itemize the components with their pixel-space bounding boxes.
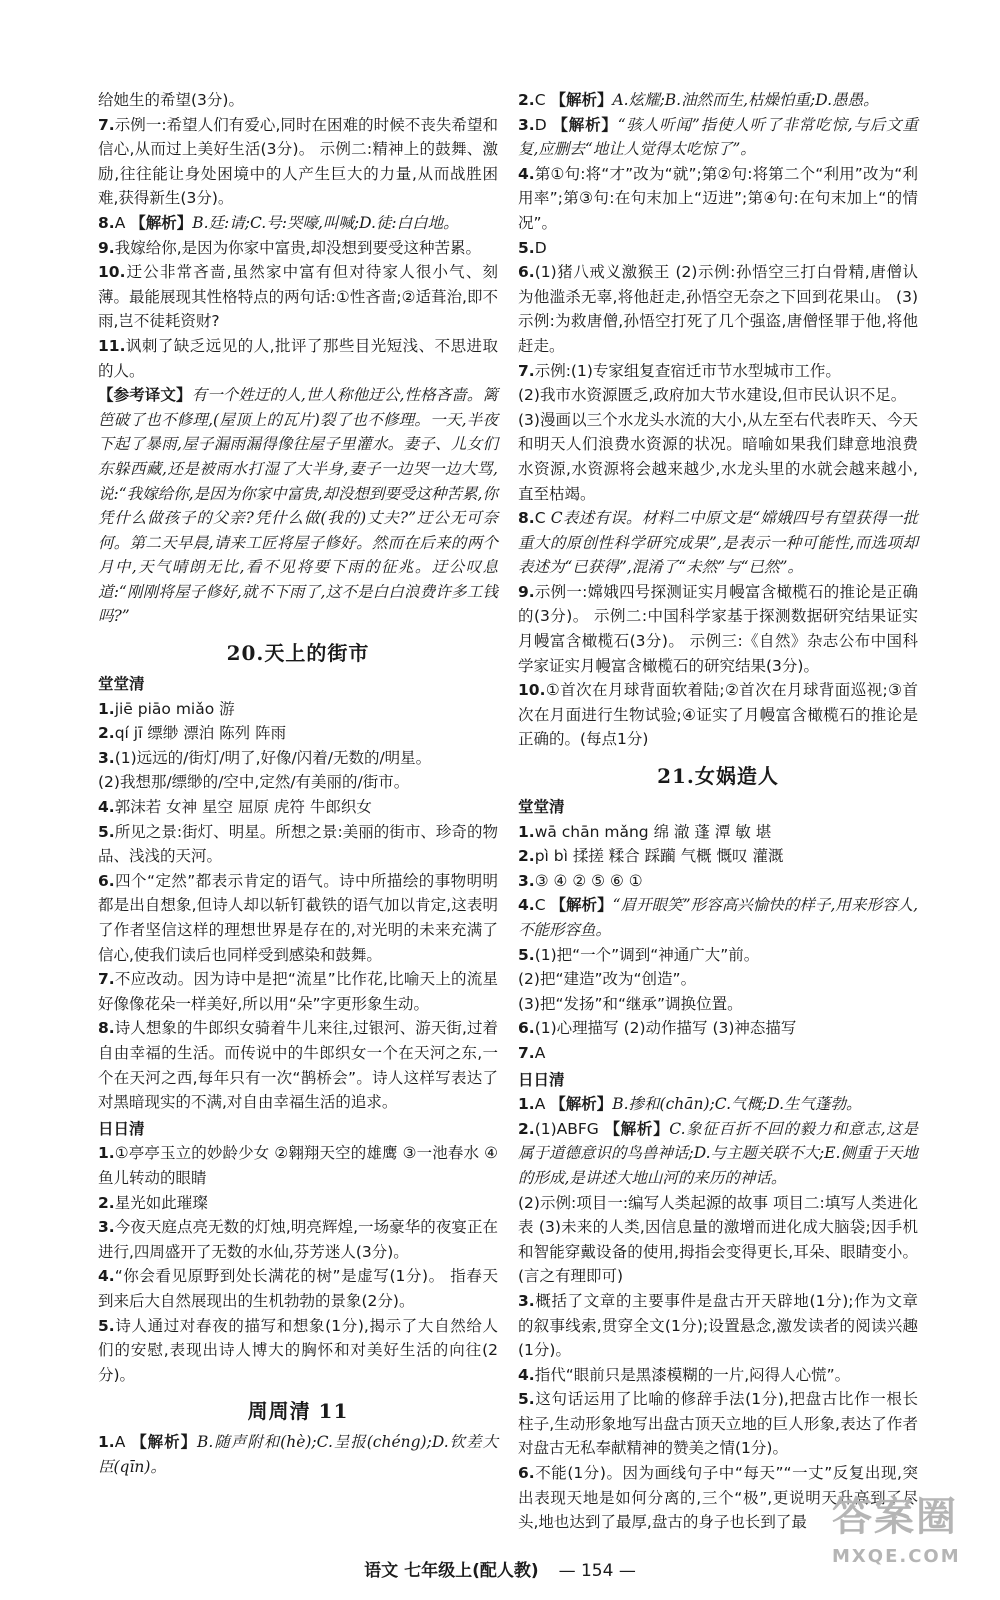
page-number: — 154 — [558,1561,636,1581]
item-text: (3)漫画以三个水龙头水流的大小,从左至右代表昨天、今天和明天人们浪费水资源的状况。暗喻如果我们肆意地浪费水资源,水资源将会越来越少,水龙头里的水就会越来越小,直至枯竭。 [518,410,918,503]
answer-item [518,943,918,968]
item-number: 1. [518,822,535,841]
right-column [518,88,918,1535]
item-text: (1)猪八戒义激猴王 (2)示例:孙悟空三打白骨精,唐僧认为他滥杀无辜,将他赶走,孙悟空无奈之下回到花果山。 (3)示例:为救唐僧,孙悟空打死了几个强盗,唐僧怪罪于他,将他赶走。 [518,263,918,355]
item-number: 2. [98,724,115,743]
watermark [832,1494,982,1594]
item-text: C [534,896,551,915]
item-number: 3. [518,871,535,890]
answer-item [98,820,498,869]
item-text: (1)ABFG [534,1119,605,1138]
item-number: 8. [98,213,115,232]
item-text: A [534,1095,551,1114]
item-text: “你会看见原野到处长满花的树”是虚写(1分)。 指春天到来后大自然展现出的生机勃勃的景象(2分)。 [98,1267,498,1310]
answer-item [518,869,918,894]
answer-item [518,820,918,845]
answer-item [518,992,918,1017]
item-number: 5. [518,1390,535,1409]
analysis-label: 【解析】 [604,1119,670,1138]
answer-item [518,580,918,678]
analysis-label: 【解析】 [550,1095,613,1114]
item-text: 诗人想象的牛郎织女骑着牛儿来往,过银河、游天街,过着自由幸福的生活。而传说中的牛郎织女一个在天河之东,一个在天河之西,每年只有一次“鹊桥会”。诗人这样写表达了对黑暗现实的不满,对自由幸福生活的追求。 [98,1019,498,1112]
item-number: 11. [98,336,126,355]
item-text: 讽刺了缺乏远见的人,批评了那些目光短浅、不思进取的人。 [98,336,498,380]
item-number: 5. [98,1316,115,1335]
item-number: 1. [518,1095,535,1114]
item-number: 7. [98,970,115,989]
item-number: 7. [98,115,115,134]
item-text: C [534,509,551,528]
subsection-title: 日日清 [518,1070,565,1089]
answer-item [518,1191,918,1289]
subsection-title: 堂堂清 [98,675,145,694]
answer-item [518,162,918,236]
answer-item [98,260,498,334]
item-number: 3. [98,1218,115,1237]
item-text: ③ ④ ② ⑤ ⑥ ① [534,871,643,890]
answer-item [98,721,498,746]
subsection-title: 堂堂清 [518,798,565,817]
analysis-note: B.廷:请;C.号:哭嚎,叫喊;D.徒:白白地。 [192,213,459,232]
analysis-note: B.随声附和(hè);C.呈报(chéng);D.钦差大臣(qīn)。 [98,1433,499,1476]
item-text: 不能(1分)。因为画线句子中“每天”“一丈”反复出现,突出表现天地是如何分离的,三个“极”,更说明天升高到了尽头,地也达到了最厚,盘古的身子也长到了最 [518,1464,918,1532]
item-text: 示例一:嫦娥四号探测证实月幔富含橄榄石的推论是正确的(3分)。 示例二:中国科学家基于探测数据研究结果证实月幔富含橄榄石(3分)。 示例三:《自然》杂志公布中国科学家证实月幔富含橄榄石的研究结果(3分)。 [518,582,918,675]
answer-item [98,1314,498,1388]
item-number: 6. [98,871,115,890]
item-text: wā chān mǎng 绵 澈 蓬 潭 敏 堪 [534,822,772,841]
item-number: 2. [518,847,535,866]
item-text: 四个“定然”都表示肯定的语气。诗中所描绘的事物明明都是出自想象,但诗人却以斩钉截铁的语气加以肯定,这表明了作者坚信这样的理想世界是存在的,对光明的未来充满了信心,使我们读后也同样受到感染和鼓舞。 [98,871,498,964]
answer-item [518,1117,918,1191]
answer-item [518,383,918,408]
item-text: 今夜天庭点亮无数的灯烛,明亮辉煌,一场豪华的夜宴正在进行,四周盛开了无数的水仙,芬芳迷人(3分)。 [98,1218,498,1261]
answer-item [98,770,498,795]
item-number: 8. [98,1019,115,1038]
item-number: 3. [518,115,535,134]
item-text: 郭沫若 女神 星空 屈原 虎符 牛郎织女 [114,798,372,817]
item-number: 4. [98,1267,115,1286]
item-text: 星光如此璀璨 [114,1193,208,1212]
item-number: 6. [518,1019,535,1038]
answer-item [518,506,918,580]
analysis-label: 【参考译文】 [98,386,192,405]
analysis-note: B.掺和(chān);C.气概;D.生气蓬勃。 [612,1095,862,1114]
answer-item [518,1092,918,1117]
analysis-note: C.象征百折不回的毅力和意志,这是属于道德意识的鸟兽神话;D.与主题关联不大;E.侧重于天地的形成,是讲述大地山河的来历的神话。 [518,1119,919,1187]
item-text: 我嫁给你,是因为你家中富贵,却没想到要受这种苦累。 [114,238,482,257]
item-text: ①亭亭玉立的妙龄少女 ②翱翔天空的雄鹰 ③一池春水 ④鱼儿转动的眼睛 [98,1144,498,1187]
item-number: 4. [518,1365,535,1384]
item-number: 3. [98,748,115,767]
analysis-note: A.炫耀;B.油然而生,枯燥怕重;D.愚愚。 [612,91,879,109]
item-text: D [534,238,547,257]
item-text: C [534,91,551,109]
item-text: ①首次在月球背面软着陆;②首次在月球背面巡视;③首次在月面进行生物试验;④证实了月幔富含橄榄石的推论是正确的。(每点1分) [518,681,918,749]
item-number: 6. [518,1464,535,1483]
answer-item [518,893,918,942]
item-text: jiē piāo miǎo 游 [114,699,235,718]
item-text: 指代“眼前只是黑漆模糊的一片,闷得人心慌”。 [534,1365,851,1384]
item-number: 7. [518,361,535,380]
answer-item [518,844,918,869]
item-number: 3. [518,1291,535,1310]
answer-item [98,334,498,383]
item-text: 诗人通过对春夜的描写和想象(1分),揭示了大自然给人们的安慰,表现出诗人博大的胸怀和对美好生活的向往(2分)。 [98,1316,498,1384]
answer-item [518,236,918,261]
item-number: 4. [518,896,535,915]
item-number: 9. [518,582,535,601]
answer-item [518,359,918,384]
answer-item [98,967,498,1016]
item-text: (1)心理描写 (2)动作描写 (3)神态描写 [534,1019,797,1038]
analysis-label: 【解析】 [550,91,613,109]
section-title: 周周清 11 [247,1399,349,1424]
item-number: 4. [98,798,115,817]
section-title: 21.女娲造人 [657,764,779,789]
answer-item [518,88,918,113]
watermark-url: MXQE.COM [832,1546,961,1567]
item-number: 2. [518,1119,535,1138]
item-text: (1)远远的/街灯/明了,好像/闪着/无数的/明星。 [114,748,432,767]
item-text: (3)把“发扬”和“继承”调换位置。 [518,994,743,1013]
answer-item [98,1215,498,1264]
analysis-label: 【解析】 [130,213,193,232]
item-text: 示例:(1)专家组复查宿迁市节水型城市工作。 [534,361,841,380]
item-number: 1. [98,699,115,718]
answer-item [518,113,918,162]
answer-item [98,88,498,113]
item-text: 概括了文章的主要事件是盘古开天辟地(1分);作为文章的叙事线索,贯穿全文(1分);设置悬念,激发读者的阅读兴趣(1分)。 [518,1291,918,1360]
item-number: 10. [98,263,126,282]
answer-item [98,1430,498,1479]
item-number: 1. [98,1144,115,1163]
item-number: 5. [518,945,535,964]
answer-item [98,1191,498,1216]
answer-item [98,869,498,967]
analysis-note: C表述有误。材料二中原文是“嫦娥四号有望获得一批重大的原创性科学研究成果”,是表示一种可能性,而选项却表述为“已获得”,混淆了“未然”与“已然”。 [518,509,919,577]
answer-item [518,260,918,358]
answer-item [98,113,498,211]
item-number: 5. [518,238,535,257]
item-text: 第①句:将“才”改为“就”;第②句:将第二个“利用”改为“利用率”;第③句:在句末加上“迈进”;第④句:在句末加上“的情况”。 [518,164,918,232]
item-number: 10. [518,681,546,700]
answer-item [518,1041,918,1066]
item-text: pì bì 揉搓 糅合 踩躏 气概 慨叹 灌溉 [534,847,784,866]
answer-item [518,1016,918,1041]
item-text: (2)示例:项目一:编写人类起源的故事 项目二:填写人类进化表 (3)未来的人类,因信息量的激增而进化成大脑袋;因手机和智能穿戴设备的使用,拇指会变得更长,耳朵、眼睛变小。(言之有理即可) [518,1193,918,1286]
item-text: (2)把“建造”改为“创造”。 [518,970,697,989]
item-text: A [114,213,131,232]
analysis-note: 有一个姓迂的人,世人称他迂公,性格吝啬。篱笆破了也不修理,(屋顶上的瓦片)裂了也不修理。一天,半夜下起了暴雨,屋子漏雨漏得像往屋子里灌水。妻子、儿女们东躲西藏,还是被雨水打湿了大半身,妻子一边哭一边大骂,说:“我嫁给你,是因为你家中富贵,却没想到要受这种苦累,你凭什么做孩子的父亲?凭什么做(我的)丈夫?”迂公无可奈何。第二天早晨,请来工匠将屋子修好。然而在后来的两个月中,天气晴朗无比,看不见将要下雨的征兆。迂公叹息道:“刚刚将屋子修好,就不下雨了,这不是白白浪费许多工钱吗?” [98,386,498,626]
analysis-note: “眉开眼笑”形容高兴愉快的样子,用来形容人,不能形容鱼。 [518,896,918,939]
item-number: 7. [518,1043,535,1062]
item-text: 不应改动。因为诗中是把“流星”比作花,比喻天上的流星好像像花朵一样美好,所以用“朵”字更形象生动。 [98,970,498,1013]
analysis-note: “骇人听闻”指使人听了非常吃惊,与后文重复,应删去“地让人觉得太吃惊了”。 [518,115,918,159]
answer-item [98,1016,498,1114]
item-number: 8. [518,509,535,528]
subsection-title: 日日清 [98,1119,145,1138]
section-title: 20.天上的街市 [226,641,370,666]
item-number: 9. [98,238,115,257]
item-text: qí jī 缥缈 漂泊 陈列 阵雨 [114,724,287,743]
answer-item [98,383,498,629]
answer-item [518,1289,918,1363]
answer-item [98,746,498,771]
item-text: A [114,1433,132,1452]
item-text: (2)我想那/缥缈的/空中,定然/有美丽的/街市。 [98,773,410,792]
answer-item [518,678,918,752]
answer-item [98,795,498,820]
item-text: 所见之景:街灯、明星。所想之景:美丽的街市、珍奇的物品、浅浅的天河。 [98,822,498,866]
item-number: 1. [98,1433,115,1452]
item-text: 这句话运用了比喻的修辞手法(1分),把盘古比作一根长柱子,生动形象地写出盘古顶天立地的巨人形象,表达了作者对盘古无私奉献精神的赞美之情(1分)。 [518,1390,918,1458]
item-text: 示例一:希望人们有爱心,同时在困难的时候不丧失希望和信心,从而过上美好生活(3分)。 示例二:精神上的鼓舞、激励,往往能让身处困境中的人产生巨大的力量,从而战胜困难,获得新生(3分)。 [98,115,498,208]
watermark-logo: 答案圈 [832,1494,958,1540]
answer-item [518,1363,918,1388]
item-text: (2)我市水资源匮乏,政府加大节水建设,但市民认识不足。 [518,386,907,405]
item-text: 迂公非常吝啬,虽然家中富有但对待家人很小气、刻薄。最能展现其性格特点的两句话:①性吝啬;②适葺治,即不雨,岂不徒耗资财? [98,263,498,331]
analysis-label: 【解析】 [131,1433,198,1452]
answer-item [98,1141,498,1190]
item-text: 给她生的希望(3分)。 [98,91,244,109]
answer-item [98,1264,498,1313]
item-text: (1)把“一个”调到“神通广大”前。 [534,945,760,964]
answer-item [518,408,918,506]
analysis-label: 【解析】 [552,115,618,134]
answer-item [518,1387,918,1461]
item-number: 5. [98,822,115,841]
item-number: 2. [98,1193,115,1212]
item-number: 6. [518,263,535,282]
left-column [98,88,498,1479]
item-text: D [534,115,553,134]
item-number: 4. [518,164,535,183]
analysis-label: 【解析】 [550,896,613,915]
item-number: 2. [518,91,535,109]
answer-item [518,967,918,992]
answer-item [98,211,498,236]
answer-item [98,697,498,722]
footer-subject: 语文 七年级上(配人教) [364,1561,539,1581]
answer-item [98,236,498,261]
item-text: A [534,1043,546,1062]
